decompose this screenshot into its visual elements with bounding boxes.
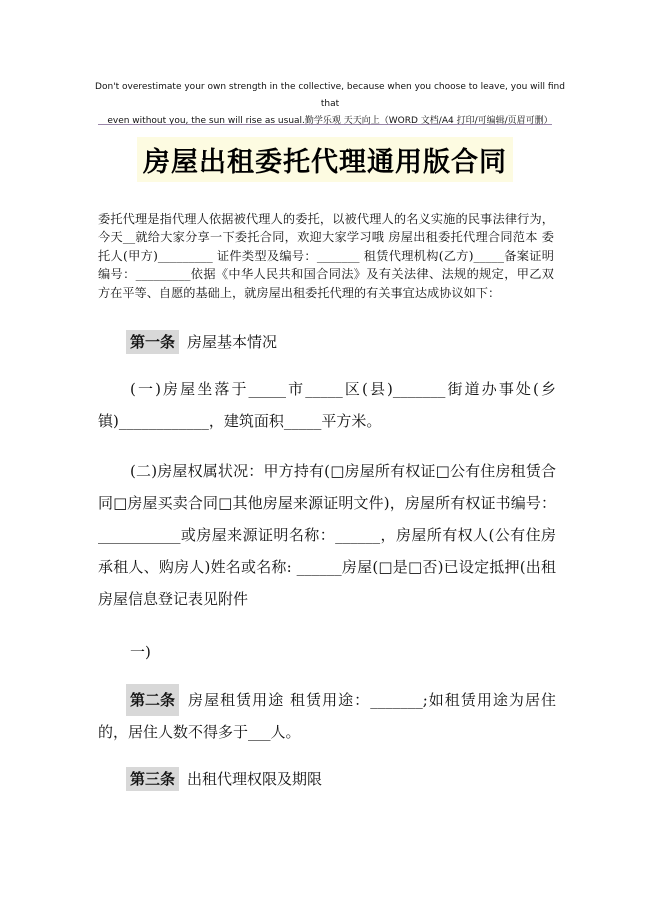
page-header — [90, 79, 570, 130]
document-title-wrap — [0, 137, 650, 182]
article-1-paragraph-3: 一) — [130, 643, 151, 661]
header-line-1: Don't overestimate your own strength in the collective, because when you choose to leave, you will find that — [95, 82, 565, 109]
article-2-label: 第二条 — [126, 684, 179, 716]
article-2 — [98, 684, 556, 748]
article-3-title: 出租代理权限及期限 — [187, 770, 323, 788]
article-1-paragraph-1: (一)房屋坐落于_____市_____区(县)_______街道办事处(乡镇)____________，建筑面积_____平方米。 — [98, 380, 556, 430]
article-1-heading — [98, 330, 554, 354]
article-1-title: 房屋基本情况 — [187, 333, 278, 351]
article-3-heading — [98, 767, 554, 791]
article-2-text: 房屋租赁用途 租赁用途：_______;如租赁用途为居住的，居住人数不得多于___人。 — [98, 691, 556, 741]
header-divider — [98, 124, 552, 125]
article-3-label: 第三条 — [126, 767, 179, 791]
document-title: 房屋出租委托代理通用版合同 — [137, 137, 513, 182]
article-1-paragraph-2: (二)房屋权属状况：甲方持有(□房屋所有权证□公有住房租赁合同□房屋买卖合同□其他房屋来源证明文件)，房屋所有权证书编号：___________或房屋来源证明名称：______，房屋所有权人(公有住房承租人、购房人)姓名或名称: ______房屋(□是□否)已设定抵押(出租房屋信息登记表见附件 — [98, 462, 556, 608]
article-1-label: 第一条 — [126, 330, 179, 354]
intro-paragraph: 委托代理是指代理人依据被代理人的委托，以被代理人的名义实施的民事法律行为，今天__就给大家分享一下委托合同，欢迎大家学习哦 房屋出租委托代理合同范本 委托人(甲方)_________ 证件类型及编号：_______ 租赁代理机构(乙方)_____备案证明编号：_________依据《中华人民共和国合同法》及有关法律、法规的规定，甲乙双方在平等、自愿的基础上，就房屋出租委托代理的有关事宜达成协议如下： — [98, 212, 554, 300]
header-line-2: even without you, the sun will rise as usual.勤学乐观 天天向上（WORD 文档/A4 打印/可编辑/页眉可删） — [107, 116, 553, 126]
